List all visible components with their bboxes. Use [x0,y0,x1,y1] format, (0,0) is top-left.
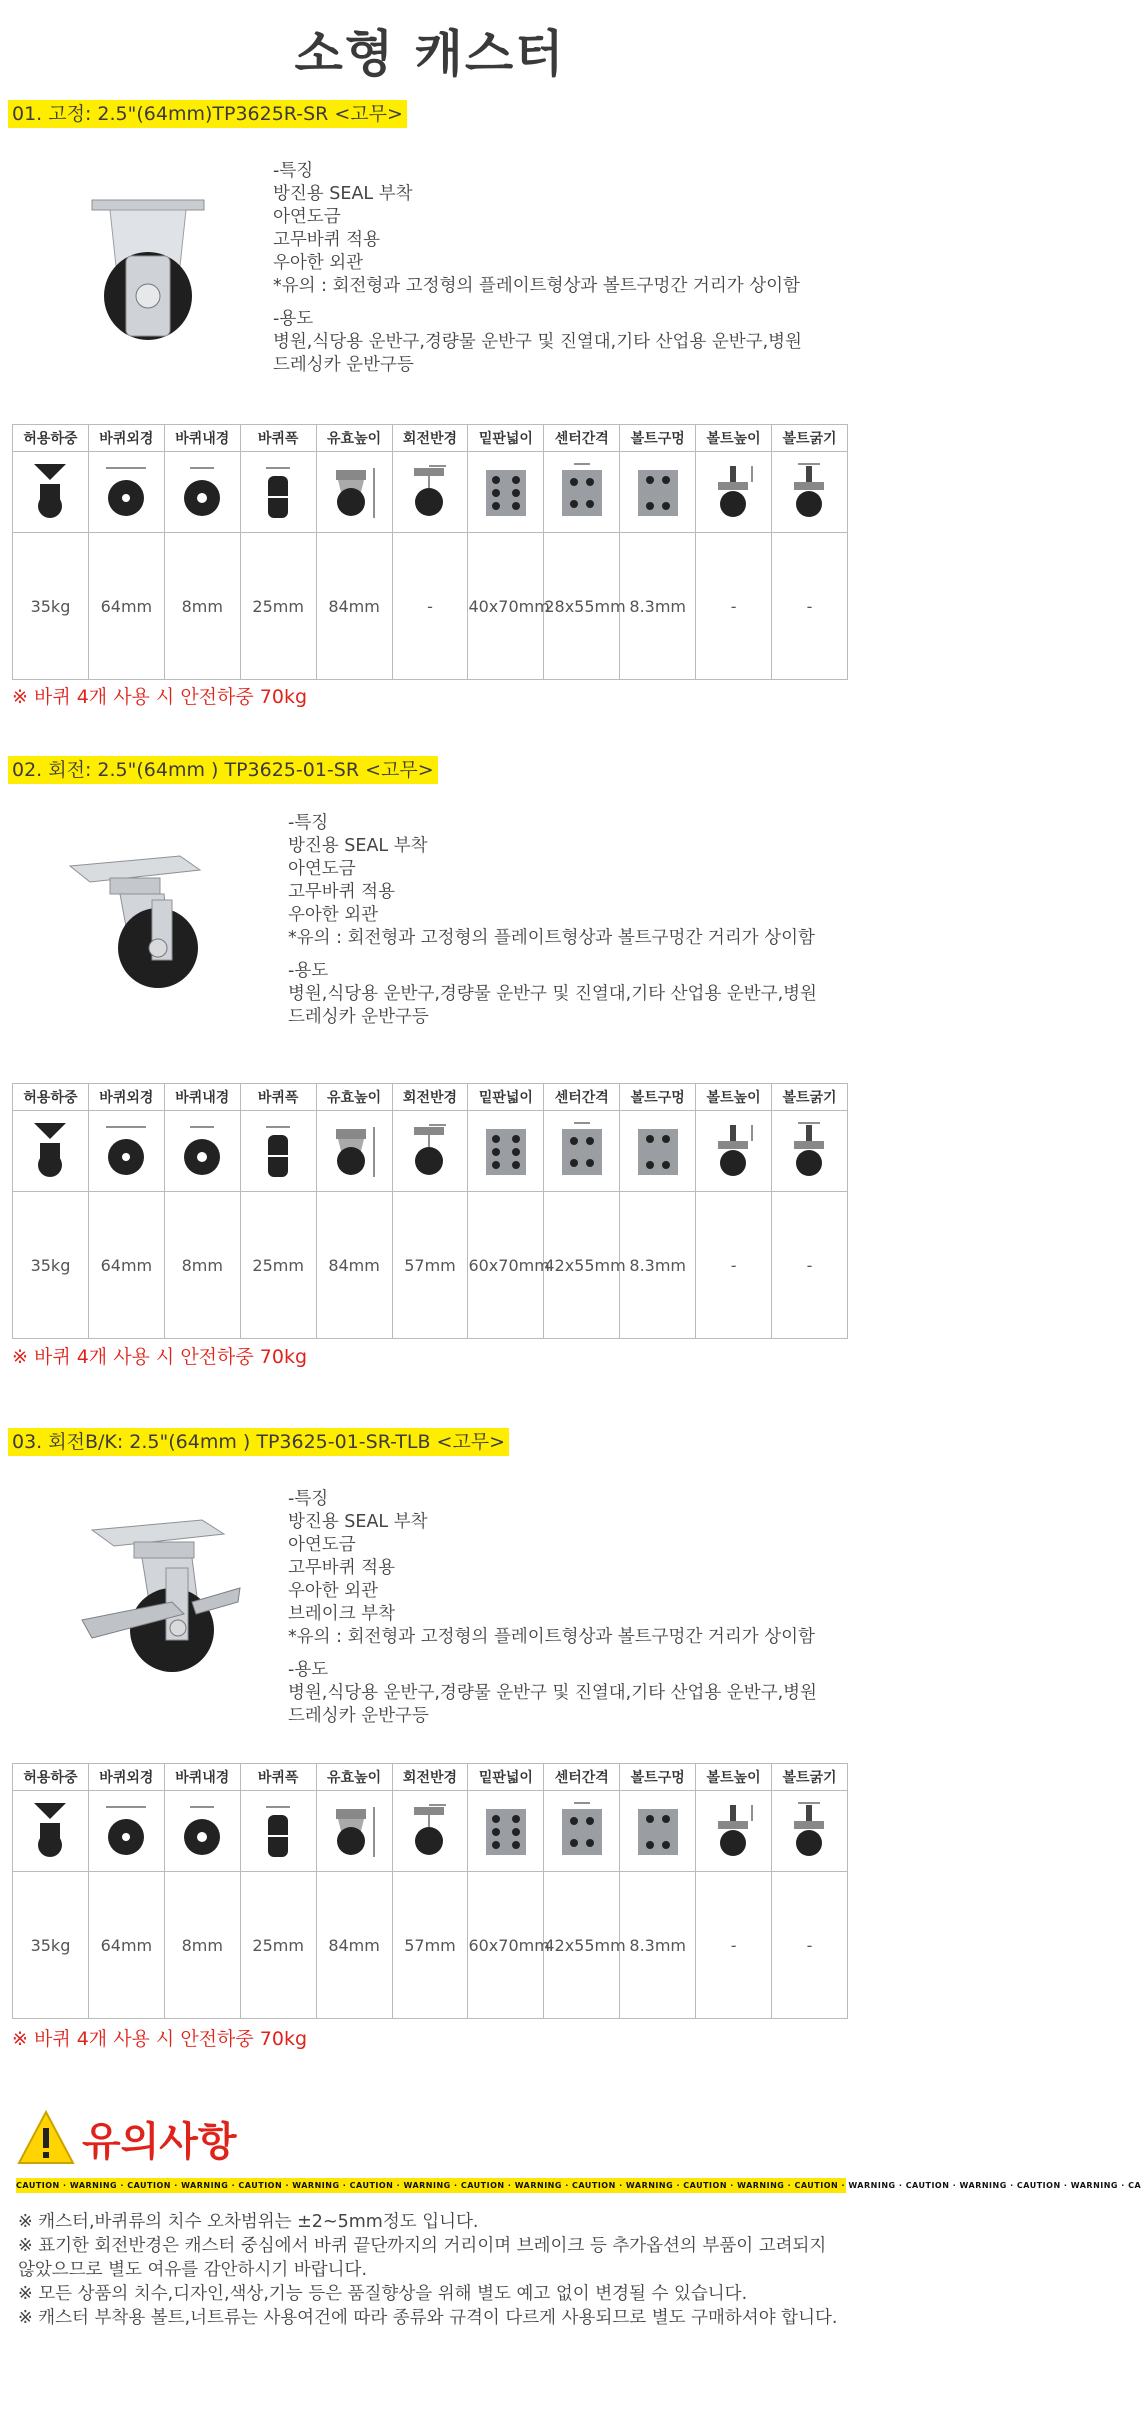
warning-triangle-icon [16,2108,76,2168]
spec-header-cell: 허용하중 [13,1764,89,1791]
load-icon [20,1117,80,1181]
spec-value-cell: 25mm [240,1192,316,1339]
spec-value-row [13,1192,848,1339]
spec-icon-cell [468,1111,544,1192]
spec-header-cell: 밑판넓이 [468,425,544,452]
section-title: 03. 회전B/K: 2.5"(64mm ) TP3625-01-SR-TLB <고무> [8,1428,509,1456]
spec-table [12,1083,848,1339]
spec-icon-cell [468,452,544,533]
spec-value-cell: - [696,1192,772,1339]
spec-value-cell: 8.3mm [620,1192,696,1339]
spec-value-cell: 57mm [392,1192,468,1339]
swivel-radius-icon [400,458,460,522]
inner-diameter-icon [172,1117,232,1181]
spec-value-cell: - [772,1192,848,1339]
center-distance-icon [552,1117,612,1181]
spec-header-cell: 바퀴내경 [164,1764,240,1791]
spec-icon-cell [88,452,164,533]
effective-height-icon [324,458,384,522]
effective-height-icon [324,1797,384,1861]
load-icon [20,458,80,522]
spec-icon-cell [316,452,392,533]
spec-value-cell: 40x70mm [468,533,544,680]
spec-icon-cell [696,1791,772,1872]
spec-header-cell: 볼트굵기 [772,1084,848,1111]
spec-header-cell: 바퀴폭 [240,1084,316,1111]
spec-header-cell: 바퀴폭 [240,1764,316,1791]
spec-header-cell: 바퀴내경 [164,425,240,452]
spec-icon-cell [164,1111,240,1192]
spec-value-cell: - [772,533,848,680]
outer-diameter-icon [96,1797,156,1861]
safety-load-note: ※ 바퀴 4개 사용 시 안전하중 70kg [12,2028,308,2050]
spec-icon-row [13,1111,848,1192]
spec-header-cell: 볼트굵기 [772,425,848,452]
center-distance-icon [552,458,612,522]
spec-icon-cell [620,452,696,533]
spec-icon-cell [544,1791,620,1872]
spec-header-cell: 회전반경 [392,1084,468,1111]
spec-icon-cell [620,1111,696,1192]
spec-value-cell: 8.3mm [620,1872,696,2019]
spec-icon-cell [772,1791,848,1872]
safety-load-note: ※ 바퀴 4개 사용 시 안전하중 70kg [12,1346,308,1368]
center-distance-icon [552,1797,612,1861]
inner-diameter-icon [172,1797,232,1861]
spec-icon-cell [88,1111,164,1192]
spec-value-cell: 42x55mm [544,1872,620,2019]
spec-icon-cell [164,1791,240,1872]
spec-icon-cell [240,452,316,533]
outer-diameter-icon [96,458,156,522]
spec-value-cell: 25mm [240,533,316,680]
spec-icon-cell [13,1791,89,1872]
plate-size-icon [476,458,536,522]
spec-icon-cell [316,1791,392,1872]
spec-value-cell: 35kg [13,1192,89,1339]
spec-value-row [13,1872,848,2019]
spec-header-cell: 볼트구멍 [620,425,696,452]
spec-value-cell: 35kg [13,533,89,680]
spec-value-cell: 8mm [164,533,240,680]
spec-table [12,424,848,680]
bolt-hole-icon [628,1117,688,1181]
caution-notes [18,2210,846,2330]
spec-value-cell: 64mm [88,1872,164,2019]
wheel-width-icon [248,458,308,522]
spec-value-cell: - [392,533,468,680]
spec-icon-row [13,1791,848,1872]
spec-value-cell: 57mm [392,1872,468,2019]
spec-icon-cell [13,1111,89,1192]
spec-icon-cell [772,1111,848,1192]
features-block: -특징 방진용 SEAL 부착 아연도금 고무바퀴 적용 우아한 외관 *유의 : 회전형과 고정형의 플레이트형상과 볼트구멍간 거리가 상이함 -용도 병원,식당용 운반구,경량물 운반구 및 진열대,기타 산업용 운반구,병원 드레싱카 운반구등 [273,161,802,375]
section-title: 01. 고정: 2.5"(64mm)TP3625R-SR <고무> [8,100,407,128]
spec-value-cell: - [772,1872,848,2019]
spec-value-cell: 42x55mm [544,1192,620,1339]
spec-header-row [13,1084,848,1111]
spec-header-cell: 바퀴내경 [164,1084,240,1111]
spec-value-cell: 64mm [88,1192,164,1339]
spec-header-cell: 밑판넓이 [468,1084,544,1111]
spec-value-cell: 84mm [316,1872,392,2019]
spec-icon-cell [13,452,89,533]
spec-icon-cell [392,452,468,533]
spec-value-row [13,533,848,680]
spec-header-cell: 바퀴외경 [88,425,164,452]
spec-icon-cell [392,1791,468,1872]
spec-header-cell: 볼트구멍 [620,1764,696,1791]
bolt-height-icon [704,1117,764,1181]
spec-icon-cell [696,1111,772,1192]
caution-line: ※ 캐스터,바퀴류의 치수 오차범위는 ±2~5mm정도 입니다. [18,2212,479,2232]
spec-header-cell: 바퀴외경 [88,1764,164,1791]
spec-header-cell: 센터간격 [544,1764,620,1791]
spec-icon-cell [240,1791,316,1872]
spec-value-cell: 84mm [316,533,392,680]
swivel-radius-icon [400,1797,460,1861]
spec-header-cell: 볼트높이 [696,1764,772,1791]
spec-icon-cell [620,1791,696,1872]
bolt-thickness-icon [780,1117,840,1181]
spec-header-row [13,1764,848,1791]
spec-header-cell: 유효높이 [316,425,392,452]
spec-value-cell: 8mm [164,1192,240,1339]
spec-header-cell: 허용하중 [13,425,89,452]
spec-value-cell: 35kg [13,1872,89,2019]
bolt-thickness-icon [780,458,840,522]
spec-header-cell: 센터간격 [544,1084,620,1111]
spec-header-cell: 회전반경 [392,425,468,452]
outer-diameter-icon [96,1117,156,1181]
spec-header-cell: 볼트굵기 [772,1764,848,1791]
spec-icon-cell [468,1791,544,1872]
spec-icon-cell [772,452,848,533]
bolt-height-icon [704,458,764,522]
spec-value-cell: 64mm [88,533,164,680]
effective-height-icon [324,1117,384,1181]
spec-value-cell: 25mm [240,1872,316,2019]
spec-icon-cell [164,452,240,533]
swivel-caster-image [60,848,210,998]
spec-icon-row [13,452,848,533]
wheel-width-icon [248,1117,308,1181]
bolt-height-icon [704,1797,764,1861]
page-title: 소형 캐스터 [294,25,566,83]
spec-header-cell: 유효높이 [316,1084,392,1111]
section-title: 02. 회전: 2.5"(64mm ) TP3625-01-SR <고무> [8,756,438,784]
spec-header-cell: 유효높이 [316,1764,392,1791]
spec-value-cell: - [696,533,772,680]
spec-icon-cell [696,452,772,533]
spec-icon-cell [392,1111,468,1192]
spec-header-cell: 허용하중 [13,1084,89,1111]
caution-line: ※ 표기한 회전반경은 캐스터 중심에서 바퀴 끝단까지의 거리이며 브레이크 등 추가옵션의 부품이 고려되지 않았으므로 별도 여유를 감안하시기 바랍니다. [18,2236,827,2280]
load-icon [20,1797,80,1861]
spec-value-cell: 60x70mm [468,1192,544,1339]
brake-caster-image [62,1510,242,1680]
spec-value-cell: 8mm [164,1872,240,2019]
inner-diameter-icon [172,458,232,522]
fixed-caster-image [88,196,208,346]
features-block: -특징 방진용 SEAL 부착 아연도금 고무바퀴 적용 우아한 외관 브레이크 부착 *유의 : 회전형과 고정형의 플레이트형상과 볼트구멍간 거리가 상이함 -용도 병원,식당용 운반구,경량물 운반구 및 진열대,기타 산업용 운반구,병원 드레싱카 운반구등 [288,1489,817,1726]
safety-load-note: ※ 바퀴 4개 사용 시 안전하중 70kg [12,686,308,708]
caution-title: 유의사항 [82,2119,237,2165]
spec-header-cell: 볼트높이 [696,1084,772,1111]
caution-tape: CAUTION · WARNING · CAUTION · WARNING · CAUTION · WARNING · CAUTION · WARNING · CAUTION · WARNING · CAUTION · WARNING · CAUTION · WARNING · CAUTION · WARNING · CAUTION · WARNING · CAUTION · WARNING · CA [16,2178,846,2193]
spec-icon-cell [544,1111,620,1192]
features-block: -특징 방진용 SEAL 부착 아연도금 고무바퀴 적용 우아한 외관 *유의 : 회전형과 고정형의 플레이트형상과 볼트구멍간 거리가 상이함 -용도 병원,식당용 운반구,경량물 운반구 및 진열대,기타 산업용 운반구,병원 드레싱카 운반구등 [288,813,817,1027]
spec-header-cell: 볼트구멍 [620,1084,696,1111]
spec-icon-cell [88,1791,164,1872]
spec-value-cell: 8.3mm [620,533,696,680]
spec-header-cell: 바퀴외경 [88,1084,164,1111]
plate-size-icon [476,1797,536,1861]
swivel-radius-icon [400,1117,460,1181]
spec-value-cell: 84mm [316,1192,392,1339]
wheel-width-icon [248,1797,308,1861]
spec-icon-cell [240,1111,316,1192]
spec-icon-cell [316,1111,392,1192]
bolt-hole-icon [628,458,688,522]
bolt-thickness-icon [780,1797,840,1861]
bolt-hole-icon [628,1797,688,1861]
caution-line: ※ 캐스터 부착용 볼트,너트류는 사용여건에 따라 종류와 규격이 다르게 사용되므로 별도 구매하셔야 합니다. [18,2308,838,2328]
spec-header-cell: 회전반경 [392,1764,468,1791]
spec-header-cell: 볼트높이 [696,425,772,452]
spec-value-cell: - [696,1872,772,2019]
spec-icon-cell [544,452,620,533]
spec-header-row [13,425,848,452]
plate-size-icon [476,1117,536,1181]
spec-header-cell: 밑판넓이 [468,1764,544,1791]
spec-header-cell: 센터간격 [544,425,620,452]
spec-table [12,1763,848,2019]
caution-line: ※ 모든 상품의 치수,디자인,색상,기능 등은 품질향상을 위해 별도 예고 없이 변경될 수 있습니다. [18,2284,748,2304]
spec-value-cell: 28x55mm [544,533,620,680]
spec-header-cell: 바퀴폭 [240,425,316,452]
spec-value-cell: 60x70mm [468,1872,544,2019]
